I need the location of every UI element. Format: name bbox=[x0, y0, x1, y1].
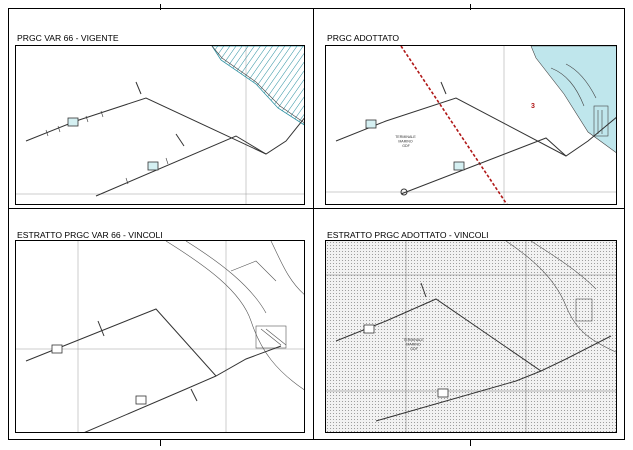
terminal-line-3: GDF bbox=[402, 144, 410, 148]
terminal-line-3: GDF bbox=[410, 347, 418, 351]
terminal-line-1: TERMINALE bbox=[395, 135, 416, 139]
pipeline-stations bbox=[52, 345, 146, 404]
pipeline-stations bbox=[68, 118, 158, 170]
pipeline-route bbox=[26, 82, 305, 196]
pipeline-stations bbox=[366, 120, 464, 170]
sheet-tick bbox=[470, 4, 471, 10]
terminal-line-2: MARINO bbox=[406, 342, 421, 347]
sheet-tick bbox=[470, 440, 471, 446]
pipeline-route bbox=[26, 309, 281, 433]
terminal-line-2: MARINO bbox=[398, 139, 413, 144]
map-vincoli-vigente bbox=[15, 240, 305, 433]
title-line: ESTRATTO PRGC VAR 66 - VINCOLI bbox=[17, 230, 163, 240]
panel-divider-vertical bbox=[313, 8, 314, 440]
map-vincoli-adottato bbox=[325, 240, 617, 433]
map-zonizzazione-vigente bbox=[15, 45, 305, 205]
title-line: PRGC VAR 66 - VIGENTE bbox=[17, 33, 119, 43]
red-boundary-line bbox=[401, 46, 508, 205]
sheet-tick bbox=[160, 4, 161, 10]
map-zonizzazione-adottato bbox=[325, 45, 617, 205]
terminal-line-1: TERMINALE bbox=[403, 338, 424, 342]
sheet-tick bbox=[160, 440, 161, 446]
port-zone-porto-nuovo bbox=[531, 46, 617, 154]
title-line: ESTRATTO PRGC ADOTTATO - VINCOLI bbox=[327, 230, 489, 240]
zone-number: 3 bbox=[531, 103, 535, 110]
grid-lines bbox=[16, 241, 305, 433]
title-line: PRGC ADOTTATO bbox=[327, 33, 400, 43]
terminal-label bbox=[395, 135, 417, 148]
coastline-features bbox=[166, 241, 305, 391]
panel-divider-horizontal bbox=[8, 208, 625, 209]
